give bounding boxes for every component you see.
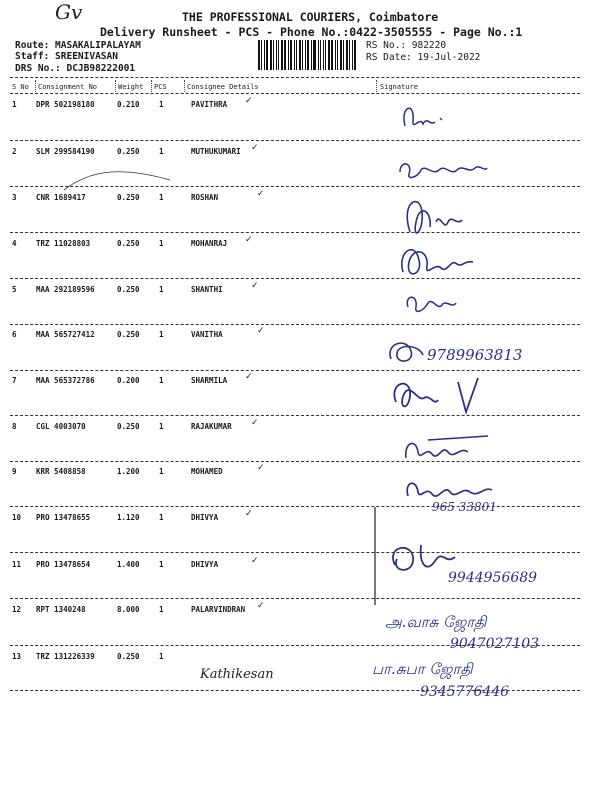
barcode-bar [331,40,333,70]
row-pcs: 1 [159,560,164,569]
row-consignment-no: TRZ 131226339 [36,652,95,661]
tick-mark-icon: ✓ [257,463,265,473]
tick-mark-icon: ✓ [245,96,253,106]
row-weight: 0.250 [117,422,140,431]
barcode-bar [258,40,260,70]
row-divider [10,598,580,599]
row-consignment-no: CGL 4003070 [36,422,86,431]
tick-mark-icon: ✓ [245,372,253,382]
row-divider [10,140,580,141]
barcode-bar [273,40,274,70]
col-separator [35,80,36,92]
row-consignment-no: MAA 292189596 [36,285,95,294]
staff-label: Staff: SREENIVASAN [15,51,118,62]
row-sno: 11 [12,560,22,569]
tick-mark-icon: ✓ [251,143,259,153]
signature-row-2 [395,150,495,186]
handwritten-name-row-12: அ.வாசு ஜோதி [385,613,487,631]
row-weight: 1.120 [117,513,140,522]
row-pcs: 1 [159,239,164,248]
tick-mark-icon: ✓ [257,601,265,611]
row-weight: 0.210 [117,100,140,109]
row-weight: 0.200 [117,376,140,385]
row-consignment-no: MAA 565372786 [36,376,95,385]
barcode-bar [349,40,350,70]
row-weight: 0.250 [117,147,140,156]
col-header-weight: Weight [118,83,144,91]
signature-row-5 [400,285,470,320]
col-header-sno: S No [12,83,29,91]
barcode-bar [346,40,348,70]
barcode-bar [266,40,268,70]
tick-mark-icon: ✓ [245,235,253,245]
barcode-bar [354,40,356,70]
row-sno: 7 [12,376,17,385]
handwritten-phone-row-6: 9789963813 [427,346,523,364]
row-consignee: ROSHAN [191,193,219,202]
handwritten-phone-row-12: 9047027103 [450,636,540,652]
row-consignee: SHARMILA [191,376,228,385]
tick-mark-icon: ✓ [245,509,253,519]
row-pcs: 1 [159,513,164,522]
barcode-bar [320,40,321,70]
barcode-bar [328,40,330,70]
rs-number: RS No.: 982220 [366,40,447,51]
row-pcs: 1 [159,467,164,476]
row-weight: 0.250 [117,239,140,248]
drs-label: DRS No.: DCJB98222001 [15,63,136,74]
handwritten-phone-row-13: 9345776446 [420,684,510,700]
handwritten-name-row-13-right: பா.சுபா ஜோதி [372,660,473,678]
row-pcs: 1 [159,422,164,431]
tick-mark-icon: ✓ [251,281,259,291]
row-sno: 13 [12,652,22,661]
handwritten-phone-row-9: 965 33801 [432,500,497,514]
row-sno: 12 [12,605,22,614]
barcode-bar [343,40,344,70]
row-consignee: DHIVYA [191,513,219,522]
row-consignment-no: DPR 502198180 [36,100,95,109]
row-weight: 8.000 [117,605,140,614]
row-sno: 2 [12,147,17,156]
row-consignment-no: KRR 5408858 [36,467,86,476]
row-weight: 0.250 [117,652,140,661]
row-consignment-no: RPT 1340248 [36,605,86,614]
row-sno: 3 [12,193,17,202]
barcode-bar [270,40,273,70]
col-separator [151,80,152,92]
barcode-bar [278,40,279,70]
row-consignee: MOHANRAJ [191,239,228,248]
barcode-bar [299,40,301,70]
col-separator [184,80,185,92]
row-consignee: SHANTHI [191,285,223,294]
row-pcs: 1 [159,376,164,385]
barcode-bar [305,40,306,70]
barcode-bar [264,40,265,70]
row-consignee: PALARVINDRAN [191,605,246,614]
row-divider [10,552,580,553]
barcode-bar [261,40,262,70]
row-weight: 0.250 [117,330,140,339]
row-consignee: PAVITHRA [191,100,228,109]
row-divider [10,232,580,233]
barcode-bar [276,40,277,70]
pen-stroke [60,160,180,200]
col-header-pcs: PCS [154,83,167,91]
row-consignee: VANITHA [191,330,223,339]
row-weight: 1.200 [117,467,140,476]
barcode [258,40,358,70]
col-separator [376,80,377,92]
col-header-signature: Signature [380,83,418,91]
row-weight: 1.400 [117,560,140,569]
handwritten-name-row-13-left: Kathikesan [200,667,274,682]
signature-row-8 [398,428,498,473]
row-sno: 8 [12,422,17,431]
signature-row-10-11 [365,505,465,605]
barcode-bar [290,40,293,70]
barcode-bar [318,40,320,70]
tick-mark-icon: ✓ [251,418,259,428]
row-consignment-no: PRO 13478654 [36,560,91,569]
tick-mark-icon: ✓ [257,326,265,336]
row-pcs: 1 [159,193,164,202]
col-header-consignee: Consignee Details [187,83,259,91]
tick-mark-icon: ✓ [251,556,259,566]
tick-mark-icon: ✓ [257,189,265,199]
col-separator [115,80,116,92]
company-title: THE PROFESSIONAL COURIERS, Coimbatore [182,10,439,24]
barcode-bar [296,40,297,70]
barcode-bar [352,40,353,70]
row-weight: 0.250 [117,193,140,202]
row-divider [10,278,580,279]
row-divider [10,324,580,325]
signature-row-1 [395,96,455,136]
row-pcs: 1 [159,147,164,156]
row-weight: 0.250 [117,285,140,294]
barcode-bar [307,40,309,70]
row-pcs: 1 [159,285,164,294]
row-consignee: MUTHUKUMARI [191,147,241,156]
row-pcs: 1 [159,330,164,339]
row-pcs: 1 [159,652,164,661]
signature-row-6 [385,333,430,368]
barcode-bar [323,40,324,70]
row-pcs: 1 [159,100,164,109]
header-divider [10,77,580,78]
row-sno: 6 [12,330,17,339]
handwritten-phone-row-11: 9944956689 [448,570,538,586]
row-sno: 10 [12,513,22,522]
barcode-bar [284,40,286,70]
runsheet-subtitle: Delivery Runsheet - PCS - Phone No.:0422-3505555 - Page No.:1 [100,25,523,39]
signature-row-4 [395,232,485,287]
barcode-bar [302,40,303,70]
row-divider [10,370,580,371]
row-sno: 1 [12,100,17,109]
barcode-bar [337,40,338,70]
row-consignee: RAJAKUMAR [191,422,232,431]
signature-row-7 [388,372,498,422]
row-consignment-no: SLM 299584190 [36,147,95,156]
col-header-consignment: Consignment No [38,83,98,91]
rs-date: RS Date: 19-Jul-2022 [366,52,481,63]
barcode-bar [335,40,336,70]
barcode-bar [311,40,312,70]
barcode-bar [325,40,326,70]
route-label: Route: MASAKALIPALAYAM [15,40,141,51]
row-consignment-no: PRO 13478655 [36,513,91,522]
row-consignment-no: TRZ 11028803 [36,239,91,248]
row-pcs: 1 [159,605,164,614]
row-sno: 5 [12,285,17,294]
row-consignee: MOHAMED [191,467,223,476]
barcode-bar [281,40,283,70]
barcode-bar [313,40,316,70]
row-consignee: DHIVYA [191,560,219,569]
barcode-bar [294,40,295,70]
barcode-bar [288,40,289,70]
column-header-divider [10,93,580,94]
row-consignment-no: CNR 1689417 [36,193,86,202]
barcode-bar [340,40,343,70]
row-consignment-no: MAA 565727412 [36,330,95,339]
row-sno: 9 [12,467,17,476]
row-sno: 4 [12,239,17,248]
handwritten-mark: Gv [55,0,83,24]
